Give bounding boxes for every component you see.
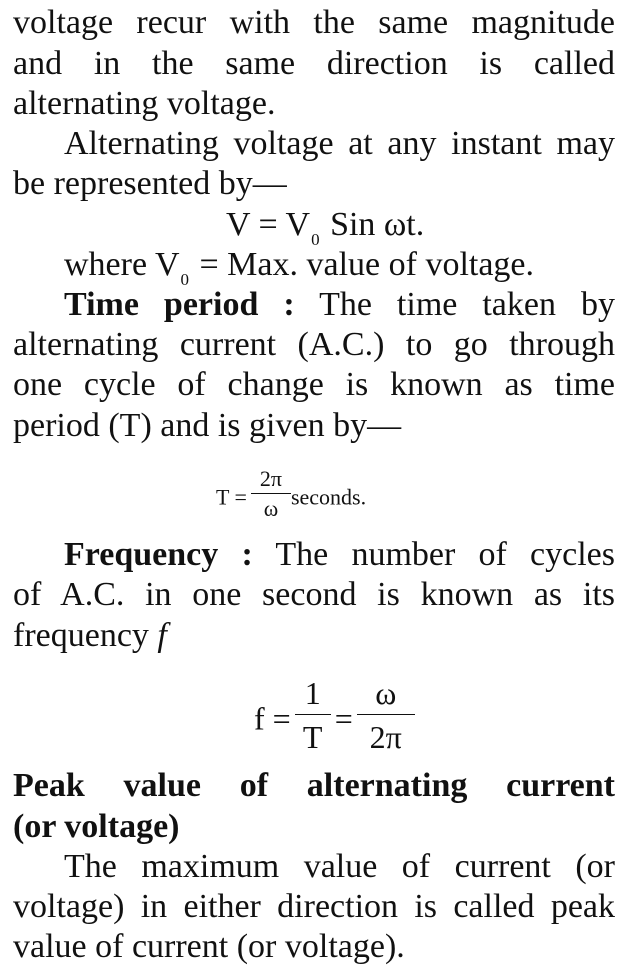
text-line: of A.C. in one second is known as its: [13, 576, 615, 613]
text-line: voltage) in either direction is called peak: [13, 888, 615, 925]
formula-t-lhs: T =: [216, 484, 247, 510]
text-line: and in the same direction is called: [13, 45, 615, 82]
text-line: value of current (or voltage).: [13, 928, 405, 965]
frequency-rest: The number of cycles: [252, 536, 615, 573]
where-pre: where V: [64, 246, 180, 283]
section-heading: (or voltage): [13, 808, 180, 845]
text-line: be represented by—: [13, 165, 287, 202]
fraction-numerator: 2π: [259, 465, 282, 491]
fraction: [251, 465, 291, 524]
time-period-rest: The time taken by: [294, 286, 615, 323]
text-line: The maximum value of current (or: [64, 848, 615, 885]
formula-f-equals: =: [334, 700, 353, 737]
fraction-numerator: 1: [304, 674, 321, 711]
fraction-denominator: 2π: [369, 718, 402, 755]
where-post: = Max. value of voltage.: [191, 246, 535, 283]
fraction-denominator: T: [302, 718, 323, 755]
formula-subscript: 0: [311, 230, 320, 249]
fraction-numerator: ω: [375, 674, 397, 711]
text-line: alternating current (A.C.) to go through: [13, 326, 615, 363]
fraction: [295, 672, 331, 759]
term-frequency: Frequency :: [64, 536, 253, 573]
time-period-line: [64, 285, 615, 325]
text-line: Alternating voltage at any instant may: [64, 125, 615, 162]
formula-f-lhs: f =: [254, 700, 291, 737]
text-frequency: frequency: [13, 617, 149, 654]
fraction: [357, 672, 415, 759]
frequency-line: [64, 535, 615, 575]
formula-rhs: Sin ωt.: [321, 206, 425, 243]
frequency-symbol: f: [157, 617, 167, 654]
text-line: voltage recur with the same magnitude: [13, 4, 615, 41]
formula-time-period: [216, 462, 366, 532]
text-line: period (T) and is given by—: [13, 407, 402, 444]
formula-t-unit: seconds.: [290, 484, 367, 510]
frequency-symbol-line: [13, 616, 615, 656]
section-heading: Peak value of alternating current: [13, 767, 615, 804]
fraction-denominator: ω: [263, 495, 279, 521]
formula-lhs: V = V: [226, 206, 311, 243]
term-time-period: Time period :: [64, 286, 295, 323]
text-line: one cycle of change is known as time: [13, 366, 615, 403]
formula-frequency: [254, 668, 415, 768]
where-line: [64, 245, 615, 289]
text-line: alternating voltage.: [13, 85, 276, 122]
where-subscript: 0: [180, 270, 189, 289]
formula-voltage: [226, 205, 526, 249]
